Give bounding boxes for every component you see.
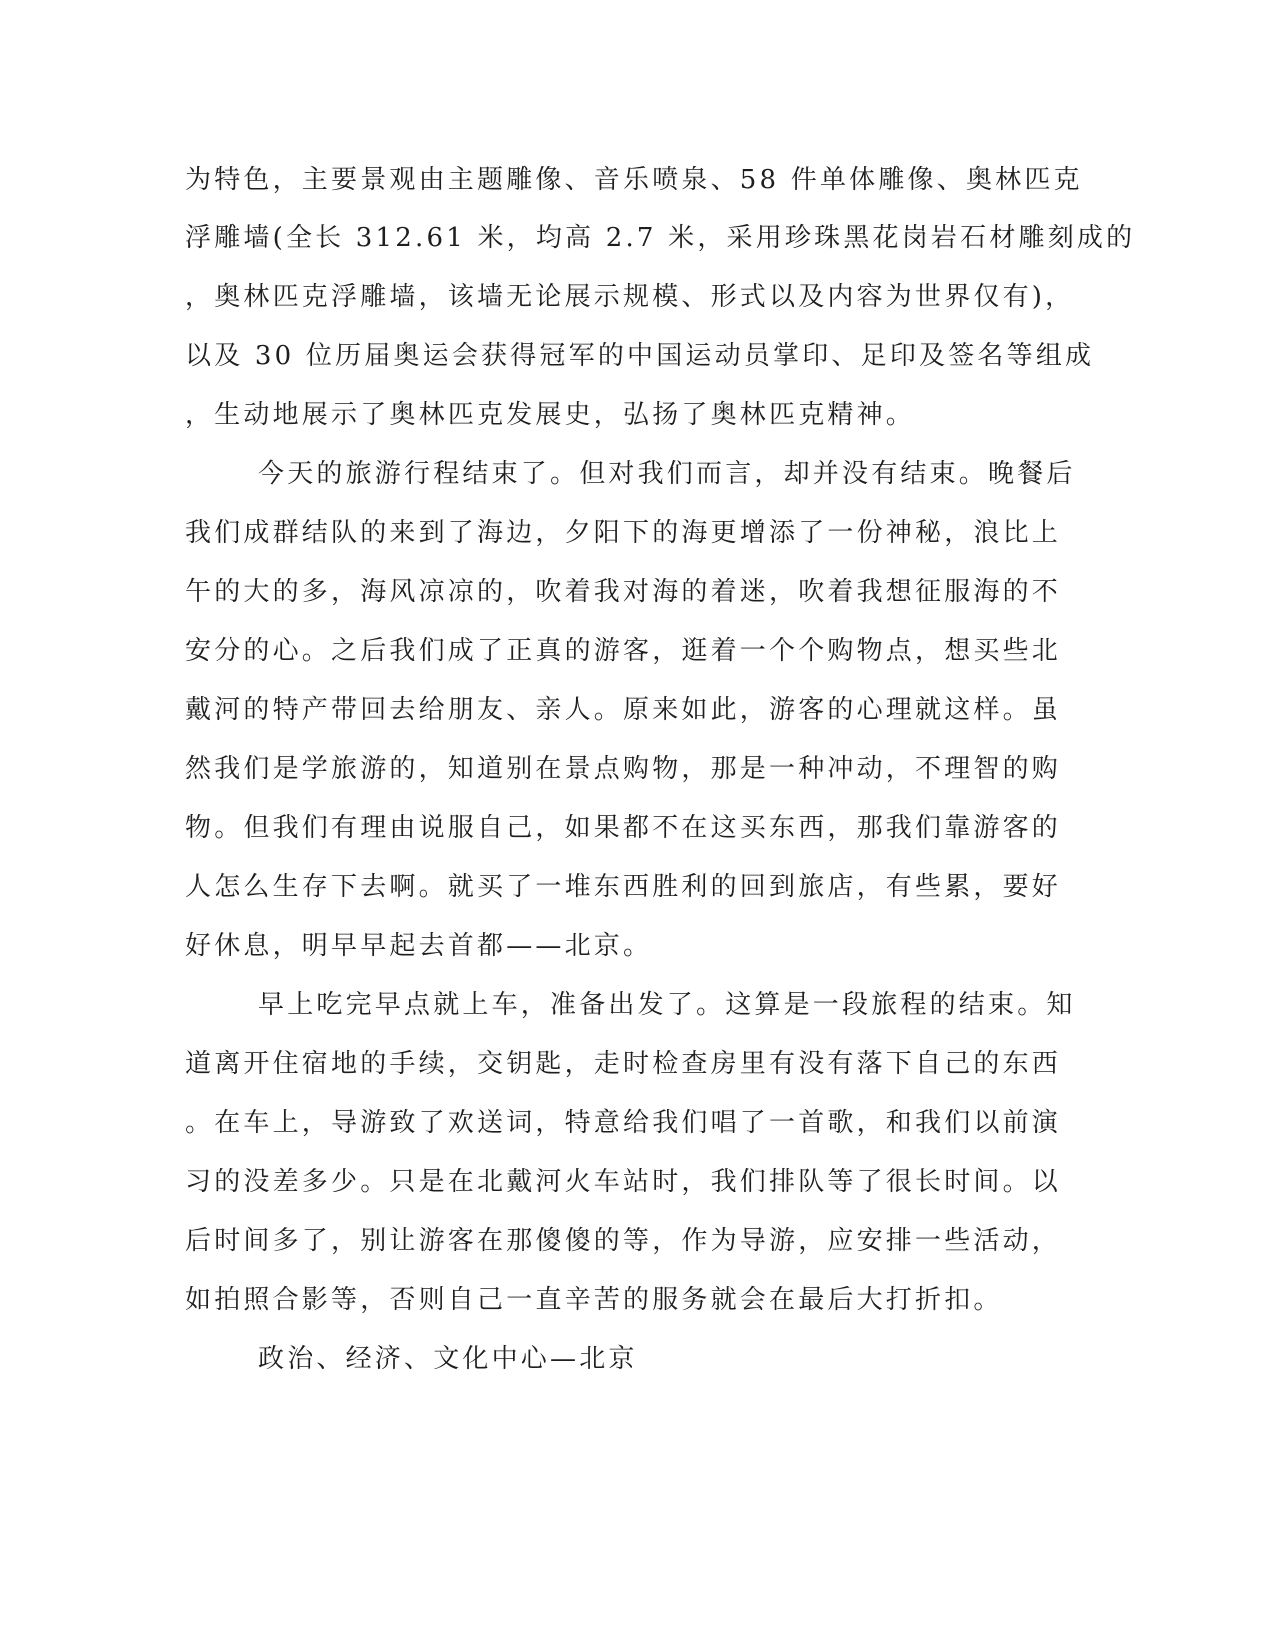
text-line: ，生动地展示了奥林匹克发展史，弘扬了奥林匹克精神。 <box>185 400 916 430</box>
text-line: 。在车上，导游致了欢送词，特意给我们唱了一首歌，和我们以前演 <box>185 1108 1062 1138</box>
text-line: 戴河的特产带回去给朋友、亲人。原来如此，游客的心理就这样。虽 <box>185 695 1062 725</box>
text-line: 后时间多了，别让游客在那傻傻的等，作为导游，应安排一些活动， <box>185 1226 1062 1256</box>
paragraph-first-line: 今天的旅游行程结束了。但对我们而言，却并没有结束。晚餐后 <box>258 459 1076 489</box>
text-line: 物。但我们有理由说服自己，如果都不在这买东西，那我们靠游客的 <box>185 813 1062 843</box>
text-line: 然我们是学旅游的，知道别在景点购物，那是一种冲动，不理智的购 <box>185 754 1062 784</box>
paragraph-first-line: 早上吃完早点就上车，准备出发了。这算是一段旅程的结束。知 <box>258 990 1076 1020</box>
text-line: 人怎么生存下去啊。就买了一堆东西胜利的回到旅店，有些累，要好 <box>185 872 1062 902</box>
text-line: 浮雕墙(全长 312.61 米，均高 2.7 米，采用珍珠黑花岗岩石材雕刻成的 <box>185 223 1136 253</box>
text-line: ，奥林匹克浮雕墙，该墙无论展示规模、形式以及内容为世界仅有)， <box>185 282 1075 312</box>
text-line: 好休息，明早早起去首都——北京。 <box>185 931 653 961</box>
text-line: 如拍照合影等，否则自己一直辛苦的服务就会在最后大打折扣。 <box>185 1285 1003 1315</box>
text-line: 以及 30 位历届奥运会获得冠军的中国运动员掌印、足印及签名等组成 <box>185 341 1095 371</box>
text-line: 午的大的多，海风凉凉的，吹着我对海的着迷，吹着我想征服海的不 <box>185 577 1062 607</box>
text-line: 道离开住宿地的手续，交钥匙，走时检查房里有没有落下自己的东西 <box>185 1049 1062 1079</box>
text-line: 为特色，主要景观由主题雕像、音乐喷泉、58 件单体雕像、奥林匹克 <box>185 165 1083 195</box>
text-line: 我们成群结队的来到了海边，夕阳下的海更增添了一份神秘，浪比上 <box>185 518 1062 548</box>
text-line: 习的没差多少。只是在北戴河火车站时，我们排队等了很长时间。以 <box>185 1167 1062 1197</box>
text-line: 安分的心。之后我们成了正真的游客，逛着一个个购物点，想买些北 <box>185 636 1062 666</box>
section-heading: 政治、经济、文化中心—北京 <box>258 1344 638 1374</box>
